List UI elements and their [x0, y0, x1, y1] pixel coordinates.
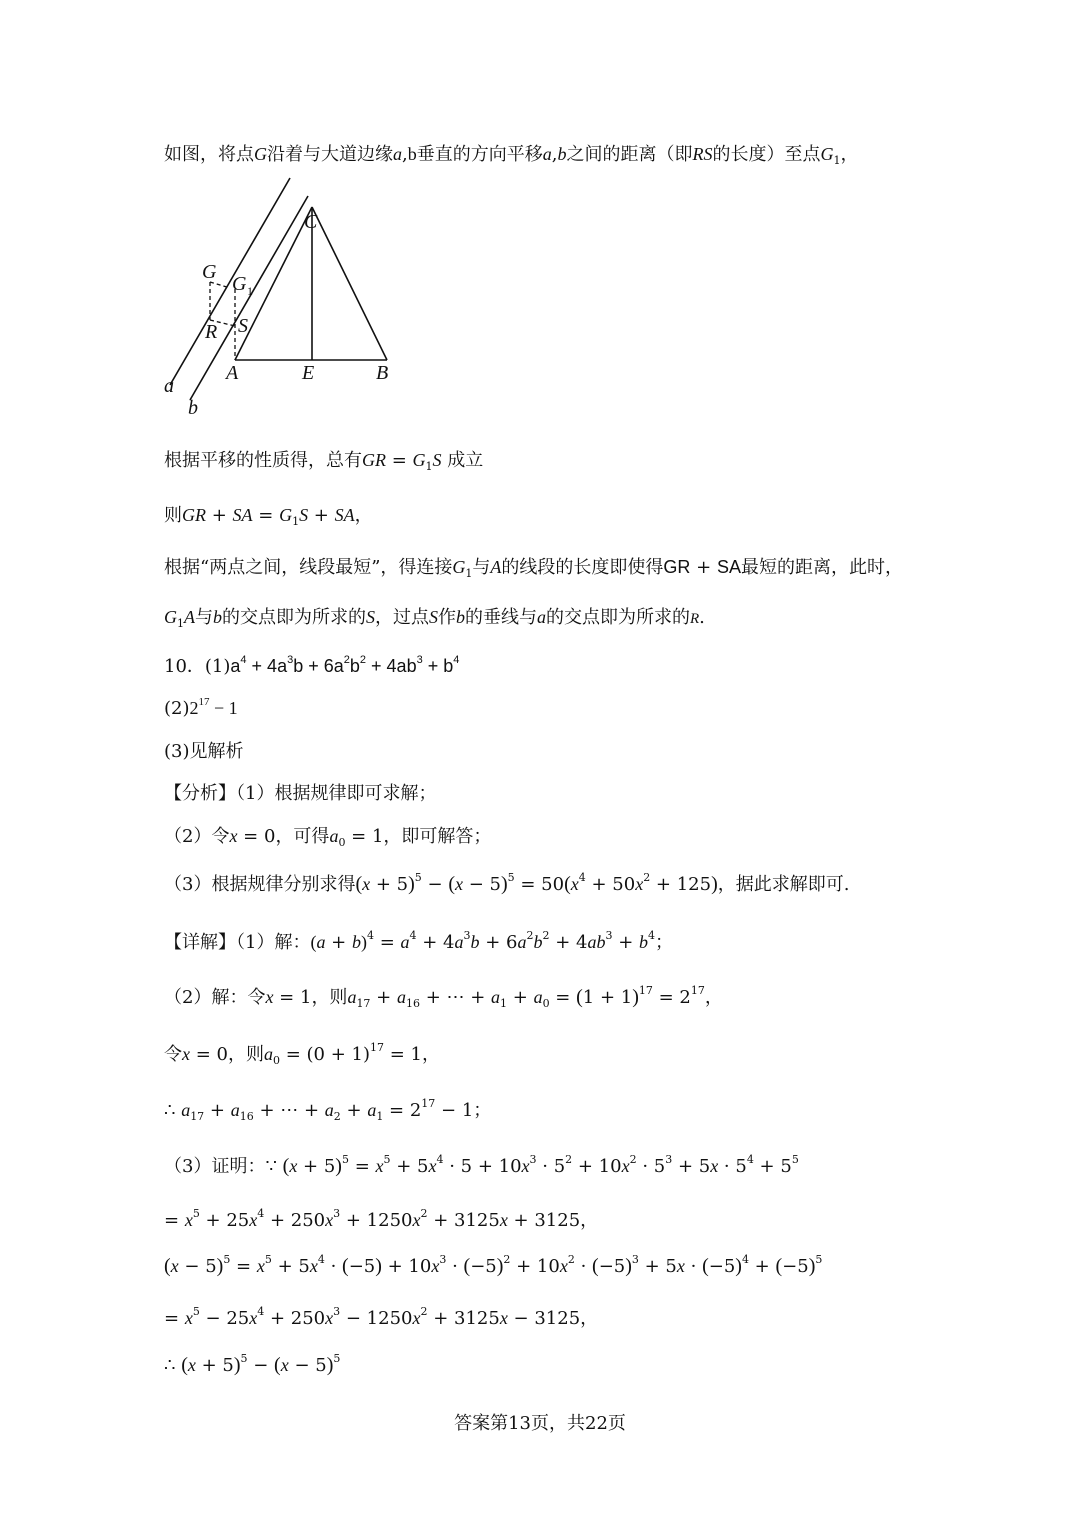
label-g1-sub: 1 — [247, 284, 253, 298]
line-a — [170, 178, 290, 385]
therefore-line: ∴ $(x + 5)^5 - (x - 5)^5$ — [164, 1352, 341, 1376]
answer-10-1: 10．$(1)a^4 + 4a^3b + 6a^2b^2 + 4ab^3 + b^4$ — [164, 654, 460, 677]
label-c: C — [304, 211, 318, 233]
minus-line: $(x - 5)^5 = x^5 + 5x^4 \cdot (-5) + 10x^3 \cdot (-5)^2 + 10x^2 \cdot (-5)^3 + 5x \cdot (-5)^4 + (-5)^5$ — [164, 1253, 823, 1277]
answer-10-3: (3)见解析 — [164, 741, 244, 762]
detail-2: （2）解：令x = 1，则$a_{17} + a_{16}$ + ⋯ + $a_1 + a_0 = (1 + 1)^{17} = 2^{17}$， — [164, 984, 723, 1010]
analysis-2: （2）令x = 0，可得$a_0 = 1$，即可解答； — [164, 826, 492, 849]
then-line: 则GR + SA = $G_1S$ + SA， — [164, 505, 373, 528]
page-footer: 答案第13页，共22页 — [454, 1413, 626, 1434]
analysis-3: （3）根据规律分别求得$(x + 5)^5 - (x - 5)^5 = 50(x^4 + 50x^2 + 125)$，据此求解即可. — [164, 871, 850, 895]
intersection-line: $G_1A$与b的交点即为所求的S，过点S作b的垂线与a的交点即为所求的R. — [164, 607, 705, 630]
proof-line: （3）证明：∵ $(x + 5)^5 = x^5 + 5x^4 \cdot 5 + 10x^3 \cdot 5^2 + 10x^2 \cdot 5^3 + 5x \cdot 5^4 + 5^5$ — [164, 1153, 799, 1177]
label-a-point: A — [226, 362, 239, 384]
label-line-b: b — [188, 397, 198, 419]
analysis-1: 【分析】（1）根据规律即可求解； — [164, 783, 437, 804]
label-s: S — [238, 315, 248, 337]
geometry-figure — [150, 170, 410, 425]
line-b — [190, 196, 308, 400]
label-line-a: a — [164, 375, 174, 397]
shortest-line: 根据“两点之间，线段最短”，得连接$G_1$与A的线段的长度即使得GR + SA最短的距离，此时， — [164, 557, 903, 580]
intro-line: 如图，将点G沿着与大道边缘a,b垂直的方向平移a,b之间的距离（即RS的长度）至点$G_1$， — [164, 144, 859, 167]
label-g: G — [202, 261, 217, 283]
translation-line: 根据平移的性质得，总有GR = $G_1S$ 成立 — [164, 450, 484, 473]
label-g1: G — [232, 273, 247, 295]
label-b-point: B — [376, 362, 389, 384]
zero-line: 令x = 0，则$a_0 = (0 + 1)^{17} = 1$， — [164, 1041, 440, 1067]
expansion-minus: = $x^5 - 25x^4 + 250x^3 - 1250x^2 + 3125x - 3125$， — [164, 1305, 599, 1329]
sum-line: ∴ $a_{17} + a_{16}$ + ⋯ + $a_2 + a_1 = 2^{17} - 1$； — [164, 1097, 492, 1123]
label-r: R — [205, 321, 218, 343]
answer-10-2: $(2)2^{17} - 1$ — [164, 696, 238, 719]
detail-1: 【详解】（1）解：$(a + b)^4 = a^4 + 4a^3b + 6a^2b^2 + 4ab^3 + b^4$； — [164, 929, 673, 953]
side-bc — [312, 207, 387, 360]
label-e: E — [302, 362, 315, 384]
expansion-plus: = $x^5 + 25x^4 + 250x^3 + 1250x^2 + 3125x + 3125$， — [164, 1207, 599, 1231]
